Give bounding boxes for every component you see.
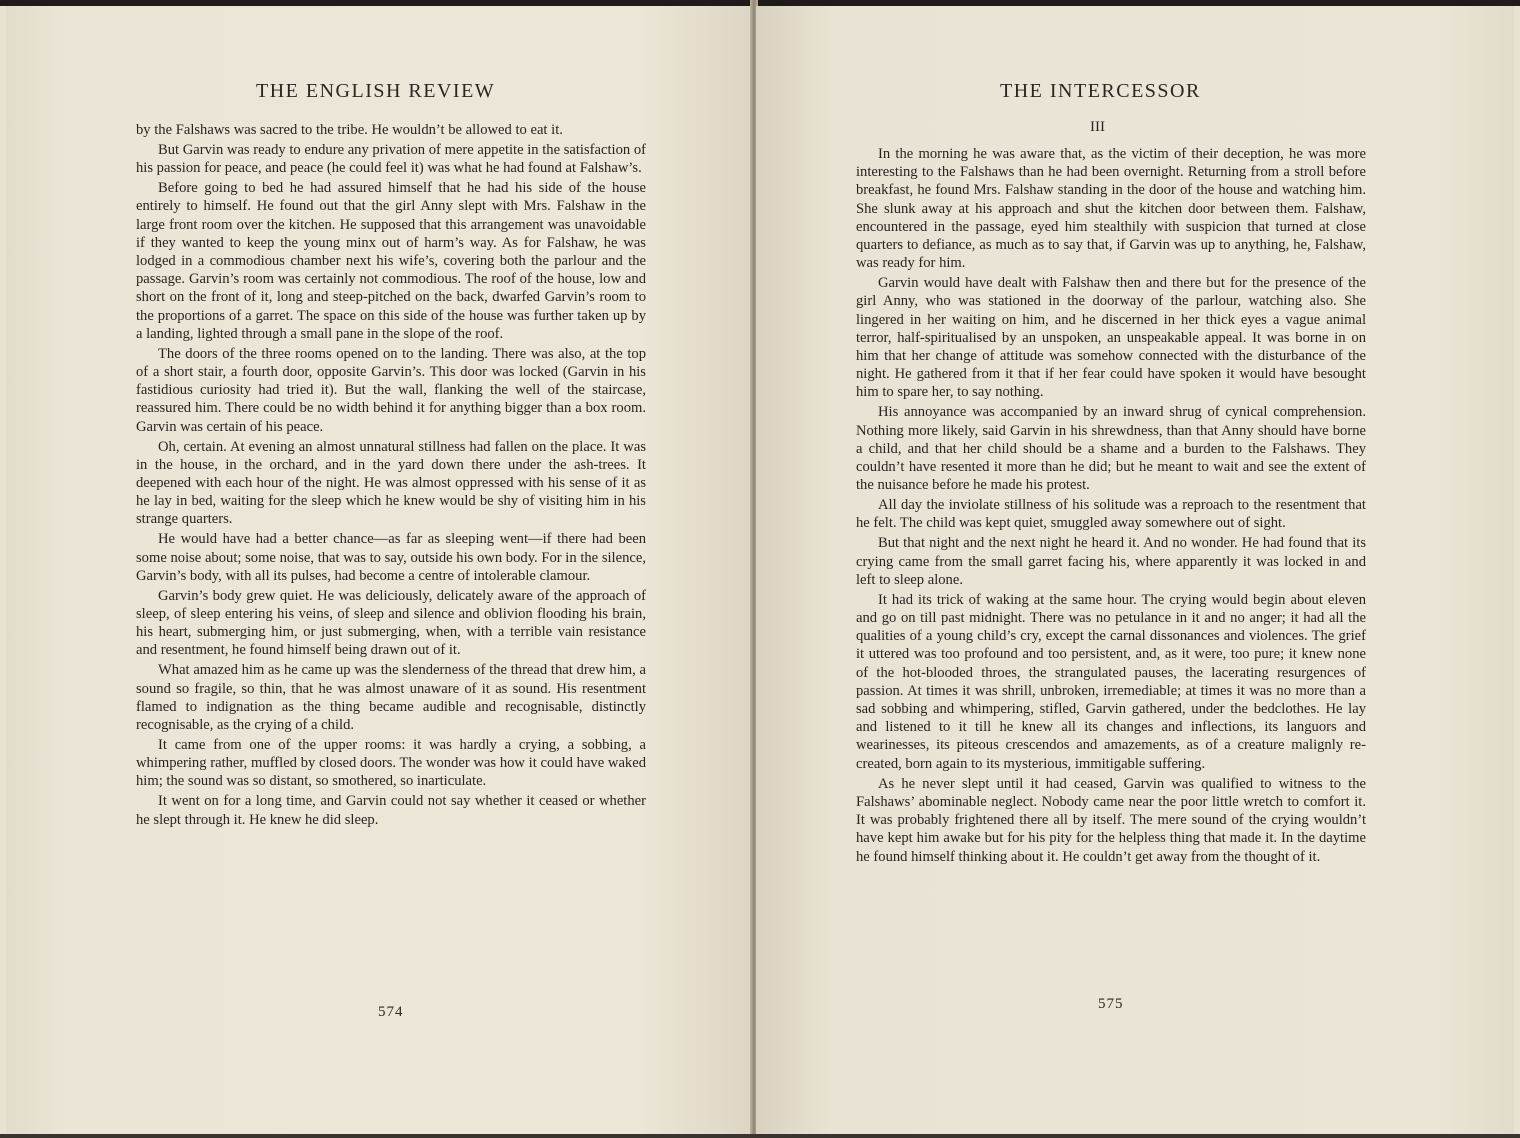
paragraph: Garvin would have dealt with Falshaw then and there but for the presence of the girl Anny, who was stationed in the doorway of the parlour, watching also. She lingered in her waiting on him, and he discerned in her thick eyes a vague animal terror, half-spiritualised by an unspoken, an unspeakable appeal. It was borne in on him that her change of attitude was somehow connected with the disturbance of the night. He gathered from it that if her fear could have spoken it would have besought him to spare her, to say nothing. (856, 275, 1366, 401)
paragraph: In the morning he was aware that, as the victim of their deception, he was more interesting to the Falshaws than he had been overnight. Returning from a stroll before breakfast, he found Mrs. Falshaw standing in the door of the house and watching him. She slunk away at his approach and shut the kitchen door between them. Falshaw, encountered in the passage, eyed him stealthily with suspicion that turned at close quarters to defiance, as much as to say that, if Garvin was up to anything, he, Falshaw, was ready for him. (856, 146, 1366, 272)
paragraph: As he never slept until it had ceased, Garvin was qualified to witness to the Falshaws’ abominable neglect. Nobody came near the poor little wretch to comfort it. It was probably frightened there all by itself. The mere sound of the crying wouldn’t have kept him awake but for his pity for the helpless thing that made it. In the daytime he found himself thinking about it. He couldn’t get away from the thought of it. (856, 775, 1366, 865)
left-page (6, 6, 752, 1134)
page-number-left: 574 (378, 1004, 404, 1020)
paragraph: It came from one of the upper rooms: it was hardly a crying, a sobbing, a whimpering rather, muffled by closed doors. The wonder was how it could have waked him; the sound was so distant, so smothered, so inarticulate. (136, 737, 646, 790)
bottom-edge (0, 1134, 1520, 1138)
paragraph: His annoyance was accompanied by an inward shrug of cynical comprehension. Nothing more likely, said Garvin in his shrewdness, than that Anny should have borne a child, and that her child should be a shame and a burden to the Falshaws. They couldn’t have resented it more than he did; but he meant to wait and see the extent of the nuisance before he made his protest. (856, 404, 1366, 494)
page-number-right: 575 (1098, 996, 1124, 1012)
paragraph: The doors of the three rooms opened on to the landing. There was also, at the top of a short stair, a fourth door, opposite Garvin’s. This door was locked (Garvin in his fastidious curiosity had tried it). But the wall, flanking the well of the staircase, reassured him. There could be no width behind it for anything bigger than a box room. Garvin was certain of his peace. (136, 345, 646, 435)
paragraph: But Garvin was ready to endure any privation of mere appetite in the satisfaction of his passion for peace, and peace (he could feel it) was what he had found at Falshaw’s. (136, 142, 646, 177)
paragraph: Before going to bed he had assured himself that he had his side of the house entirely to himself. He found out that the girl Anny slept with Mrs. Falshaw in the large front room over the kitchen. He supposed that this arrangement was unavoidable if they wanted to keep the young minx out of harm’s way. As for Falshaw, he was lodged in a commodious chamber next his wife’s, covering both the parlour and the passage. Garvin’s room was certainly not commodious. The roof of the house, low and short on the front of it, long and steep-pitched on the back, dwarfed Garvin’s room to the proportions of a garret. The space on this side of the house was further taken up by a landing, lighted through a small pane in the slope of the roof. (136, 180, 646, 342)
paragraph: What amazed him as he came up was the slenderness of the thread that drew him, a sound so fragile, so thin, that he was almost unaware of it as sound. His resentment flamed to indignation as the thing became audible and recognisable, distinctly recognisable, as the crying of a child. (136, 662, 646, 734)
section-number: III (1090, 119, 1105, 135)
paragraph: All day the inviolate stillness of his solitude was a reproach to the resentment that he felt. The child was kept quiet, smuggled away somewhere out of sight. (856, 497, 1366, 532)
running-head-right: THE INTERCESSOR (1000, 80, 1201, 102)
paragraph: But that night and the next night he heard it. And no wonder. He had found that its crying came from the small garret facing his, where apparently it was locked in and left to sleep alone. (856, 535, 1366, 588)
running-head-left: THE ENGLISH REVIEW (256, 80, 496, 102)
paragraph: He would have had a better chance—as far as sleeping went—if there had been some noise about; some noise, that was to say, outside his own body. For in the silence, Garvin’s body, with all its pulses, had become a centre of intolerable clamour. (136, 531, 646, 584)
paragraph: Oh, certain. At evening an almost unnatural stillness had fallen on the place. It was in the house, in the orchard, and in the yard down there under the ash-trees. It deepened with each hour of the night. He was almost oppressed with his sense of it as he lay in bed, waiting for the sleep which he knew would be shy of visiting him in his strange quarters. (136, 438, 646, 528)
paragraph: It had its trick of waking at the same hour. The crying would begin about eleven and go on till past midnight. There was no petulance in it and no anger; it had all the qualities of a young child’s cry, except the carnal dissonances and violences. The grief it uttered was too profound and too persistent, and, as it were, too pure; it knew none of the hot-blooded throes, the strangulated pauses, the lacerating resurgences of passion. At times it was shrill, unbroken, irremediable; at times it was no more than a sad sobbing and whimpering, stifled, Garvin gathered, under the bedclothes. He lay and listened to it till he knew all its changes and inflections, its languors and wearinesses, its piteous crescendos and amazements, as of a creature malignly re-created, born again to its mysterious, immitigable suffering. (856, 591, 1366, 772)
paragraph: It went on for a long time, and Garvin could not say whether it ceased or whether he slept through it. He knew he did sleep. (136, 793, 646, 828)
right-page-text (856, 145, 1366, 868)
left-page-text (136, 121, 646, 831)
paragraph: by the Falshaws was sacred to the tribe. He wouldn’t be allowed to eat it. (136, 122, 563, 138)
right-page (756, 6, 1514, 1134)
paragraph: Garvin’s body grew quiet. He was deliciously, delicately aware of the approach of sleep, of sleep entering his veins, of sleep and silence and oblivion flooding his brain, his heart, submerging him, or just submerging, when, with a terrible vain resistance and resentment, he found himself being drawn out of it. (136, 587, 646, 659)
